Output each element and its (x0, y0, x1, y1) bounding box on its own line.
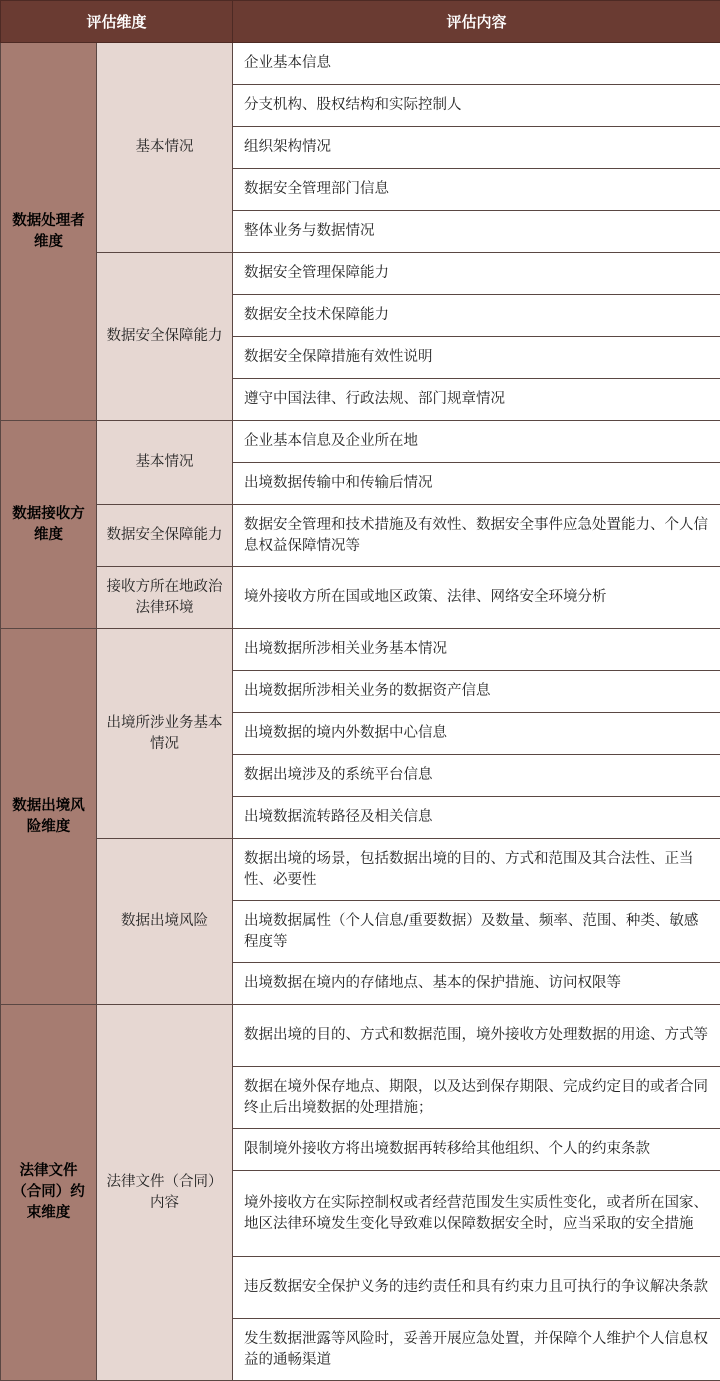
subcategory-cell: 基本情况 (97, 421, 233, 505)
content-cell: 境外接收方在实际控制权或者经营范围发生实质性变化，或者所在国家、地区法律环境发生变化导致难以保障数据安全时，应当采取的安全措施 (233, 1171, 720, 1257)
content-cell: 发生数据泄露等风险时，妥善开展应急处置，并保障个人维护个人信息权益的通畅渠道 (233, 1319, 720, 1381)
subcategory-cell: 数据安全保障能力 (97, 505, 233, 567)
content-cell: 出境数据在境内的存储地点、基本的保护措施、访问权限等 (233, 963, 720, 1005)
subcategory-cell: 数据安全保障能力 (97, 253, 233, 421)
content-cell: 出境数据所涉相关业务基本情况 (233, 629, 720, 671)
content-cell: 分支机构、股权结构和实际控制人 (233, 85, 720, 127)
header-content: 评估内容 (233, 1, 720, 43)
header-dimension: 评估维度 (1, 1, 233, 43)
content-cell: 出境数据流转路径及相关信息 (233, 797, 720, 839)
content-cell: 数据安全管理和技术措施及有效性、数据安全事件应急处置能力、个人信息权益保障情况等 (233, 505, 720, 567)
content-cell: 遵守中国法律、行政法规、部门规章情况 (233, 379, 720, 421)
content-cell: 出境数据属性（个人信息/重要数据）及数量、频率、范围、种类、敏感程度等 (233, 901, 720, 963)
subcategory-cell: 基本情况 (97, 43, 233, 253)
content-cell: 企业基本信息 (233, 43, 720, 85)
content-cell: 限制境外接收方将出境数据再转移给其他组织、个人的约束条款 (233, 1129, 720, 1171)
content-cell: 数据安全技术保障能力 (233, 295, 720, 337)
content-cell: 数据安全管理部门信息 (233, 169, 720, 211)
subcategory-cell: 数据出境风险 (97, 839, 233, 1005)
content-cell: 出境数据的境内外数据中心信息 (233, 713, 720, 755)
content-cell: 出境数据所涉相关业务的数据资产信息 (233, 671, 720, 713)
content-cell: 数据安全保障措施有效性说明 (233, 337, 720, 379)
content-cell: 境外接收方所在国或地区政策、法律、网络安全环境分析 (233, 567, 720, 629)
content-cell: 数据出境的场景，包括数据出境的目的、方式和范围及其合法性、正当性、必要性 (233, 839, 720, 901)
dimension-cell: 数据接收方维度 (1, 421, 97, 629)
content-cell: 数据出境涉及的系统平台信息 (233, 755, 720, 797)
content-cell: 整体业务与数据情况 (233, 211, 720, 253)
content-cell: 数据在境外保存地点、期限，以及达到保存期限、完成约定目的或者合同终止后出境数据的处理措施； (233, 1067, 720, 1129)
content-cell: 组织架构情况 (233, 127, 720, 169)
content-cell: 数据安全管理保障能力 (233, 253, 720, 295)
content-cell: 数据出境的目的、方式和数据范围，境外接收方处理数据的用途、方式等 (233, 1005, 720, 1067)
subcategory-cell: 法律文件（合同）内容 (97, 1005, 233, 1381)
content-cell: 出境数据传输中和传输后情况 (233, 463, 720, 505)
dimension-cell: 法律文件（合同）约束维度 (1, 1005, 97, 1381)
subcategory-cell: 出境所涉业务基本情况 (97, 629, 233, 839)
subcategory-cell: 接收方所在地政治法律环境 (97, 567, 233, 629)
dimension-cell: 数据处理者维度 (1, 43, 97, 421)
dimension-cell: 数据出境风险维度 (1, 629, 97, 1005)
content-cell: 违反数据安全保护义务的违约责任和具有约束力且可执行的争议解决条款 (233, 1257, 720, 1319)
content-cell: 企业基本信息及企业所在地 (233, 421, 720, 463)
